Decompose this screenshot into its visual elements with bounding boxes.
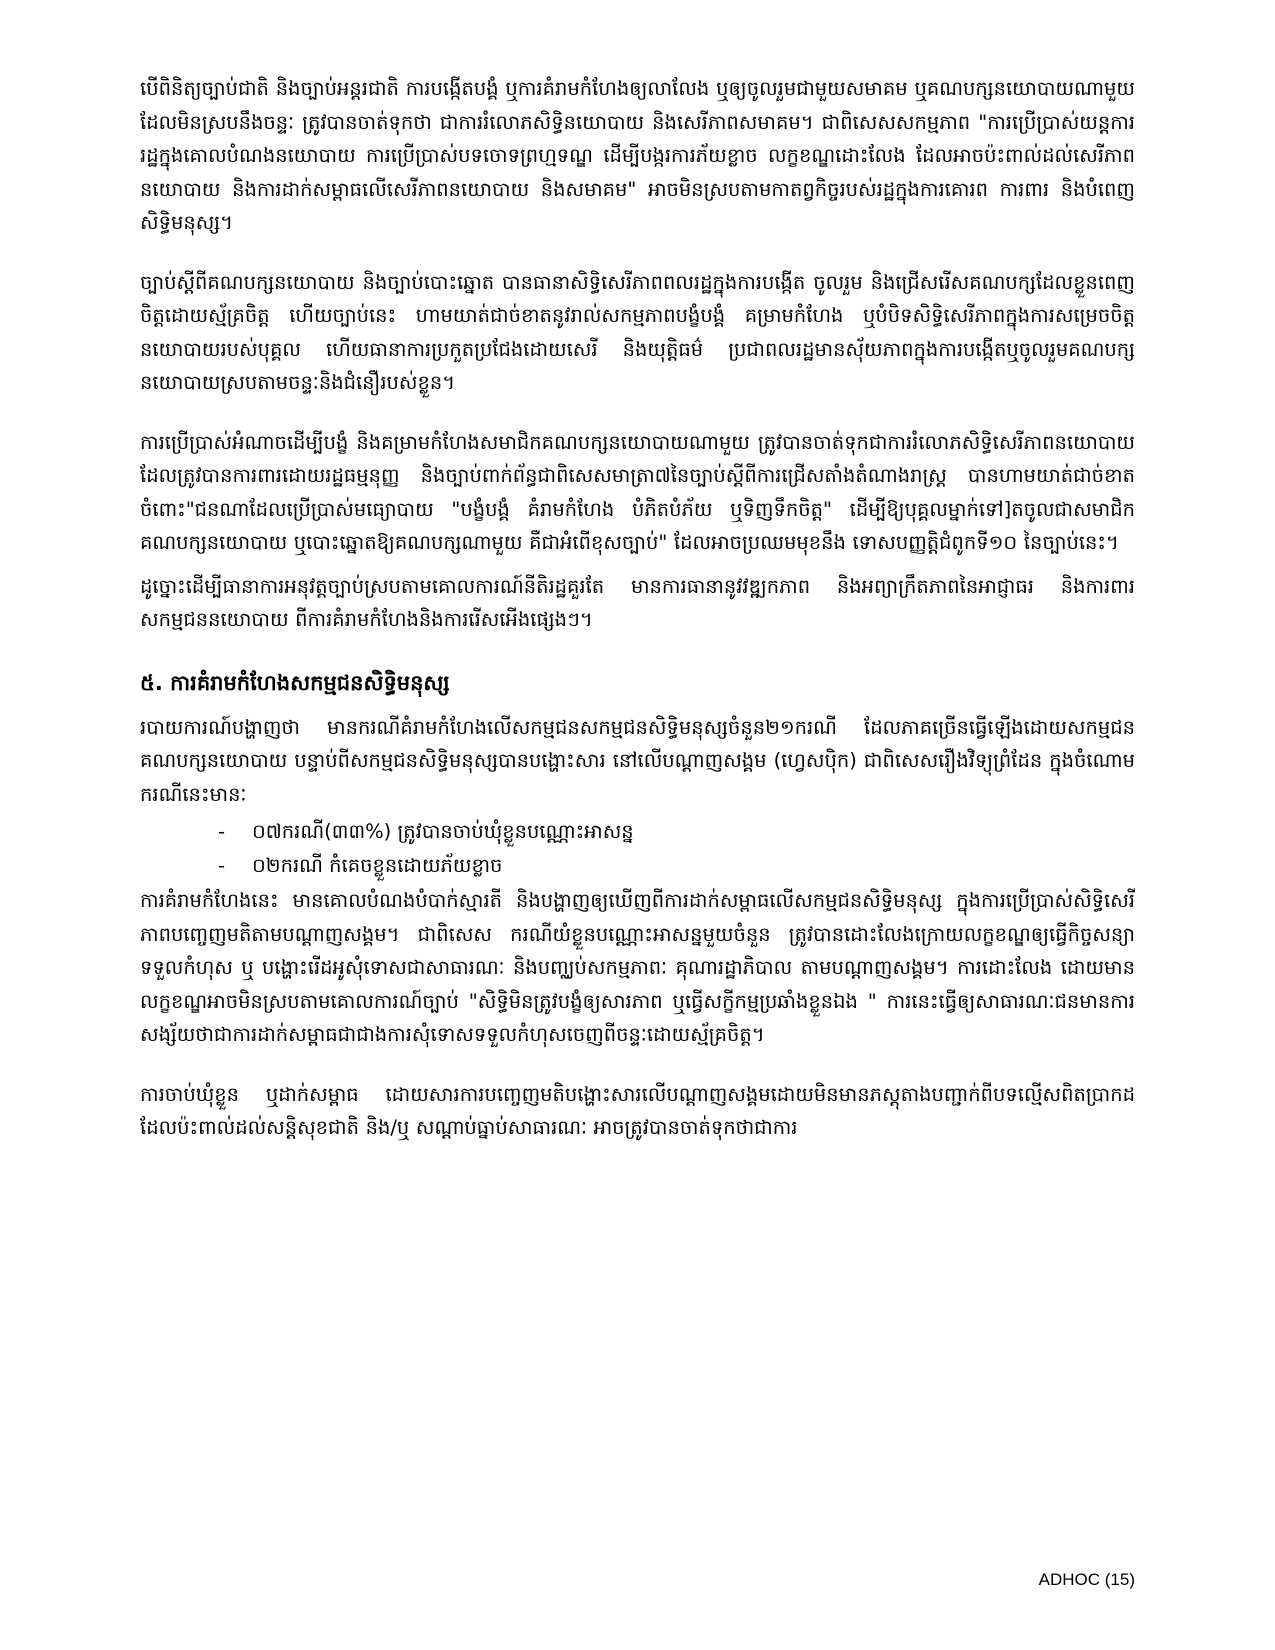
bullet-list	[140, 815, 1135, 882]
section-intro-paragraph: របាយការណ៍បង្ហាញថា មានករណីគំរាមកំហែងលើសកម្មជនសកម្មជនសិទ្ធិមនុស្សចំនួន២១ករណី ដែលភាគច្រើនធ្វើឡើងដោយសកម្មជនគណបក្សនយោបាយ បន្ទាប់ពីសកម្មជនសិទ្ធិមនុស្សបានបង្ហោះសារ នៅលើបណ្តាញសង្គម (ហ្វេសបុិក) ជាពិសេសរឿងវិទ្យុព្រំដែន ក្នុងចំណោមករណីនេះមានៈ	[140, 715, 1135, 806]
list-item-label: ០៧ករណី(៣៣%) ត្រូវបានចាប់ឃុំខ្លួនបណ្ណោះអាសន្ន	[252, 820, 634, 844]
list-item-label: ០២ករណី កំគេចខ្លួនដោយភ័យខ្លាច	[252, 853, 503, 877]
paragraph-4: ដូច្នោះដើម្បីធានាការអនុវត្តច្បាប់ស្របតាមគោលការណ៍នីតិរដ្ឋគួរតែ មានការធានានូវវឌ្ឍកភាព និងអព្យាក្រឹតភាពនៃអាជ្ញាធរ និងការពារសកម្មជននយោបាយ ពីការគំរាមកំហែងនិងការរើសអើងផ្សេងៗ។	[140, 574, 1135, 632]
paragraph-2: ច្បាប់ស្តីពីគណបក្សនយោបាយ និងច្បាប់បោះឆ្នោត បានធានាសិទ្ធិសេរីភាពពលរដ្ឋក្នុងការបង្កើត ចូលរួម និងជ្រើសរើសគណបក្សដែលខ្លួនពេញចិត្តដោយស្ម័គ្រចិត្ត ហើយច្បាប់នេះ ហាមយាត់ជាច់ខាតនូវរាល់សកម្មភាពបង្ខំបង្គំ គម្រាមកំហែង ឬបំបិទសិទ្ធិសេរីភាពក្នុងការសម្រេចចិត្តនយោបាយរបស់បុគ្គល ហើយធានាការប្រកួតប្រជែងដោយសេរី និងយុត្តិធម៌ ប្រជាពលរដ្ឋមានសុ័យភាពក្នុងការបង្កើតឬចូលរួមគណបក្សនយោបាយស្របតាមចន្ទៈនិងជំនឿរបស់ខ្លួន។	[140, 270, 1135, 395]
paragraph-spacer	[140, 560, 1135, 570]
paragraph-spacer	[140, 400, 1135, 426]
list-item	[218, 849, 1135, 883]
paragraph-spacer	[140, 240, 1135, 266]
paragraph-1: បើពិនិត្យច្បាប់ជាតិ និងច្បាប់អន្តរជាតិ ការបង្កើតបង្គំ ឬការគំរាមកំហែងឲ្យលាលែង ឬឲ្យចូលរួមជាមួយសមាគម ឬគណបក្សនយោបាយណាមួយ ដែលមិនស្របនឹងចន្ទៈ ត្រូវបានចាត់ទុកថា ជាការរំលោភសិទ្ធិនយោបាយ និងសេរីភាពសមាគម។ ជាពិសេសសកម្មភាព "ការប្រើប្រាស់យន្តការរដ្ឋក្នុងគោលបំណងនយោបាយ ការប្រើប្រាស់បទចោទព្រហ្មទណ្ឌ ដើម្បីបង្ករការភ័យខ្លាច លក្ខខណ្ឌដោះលែង ដែលអាចប៉ះពាល់ដល់សេរីភាពនយោបាយ និងការដាក់សម្ពាធលើសេរីភាពនយោបាយ និងសមាគម" អាចមិនស្របតាមកាតព្វកិច្ចរបស់រដ្ឋក្នុងការគោរព ការពារ និងបំពេញសិទ្ធិមនុស្ស។	[140, 77, 1135, 235]
document-body	[140, 72, 1135, 1145]
dash-bullet-icon: -	[218, 820, 226, 844]
list-item	[218, 815, 1135, 849]
paragraph-spacer	[140, 1052, 1135, 1078]
section-paragraph-after-bullets-1: ការគំរាមកំហែងនេះ មានគោលបំណងបំបាក់ស្មារតី និងបង្ហាញឲ្យឃើញពីការដាក់សម្ពាធលើសកម្មជនសិទ្ធិមនុស្ស ក្នុងការប្រើប្រាស់សិទ្ធិសេរីភាពបញ្ចេញមតិតាមបណ្តាញសង្គម។ ជាពិសេស ករណីយំខ្លួនបណ្ណោះអាសន្នមួយចំនួន ត្រូវបានដោះលែងក្រោយលក្ខខណ្ឌឲ្យធ្វើកិច្ចសន្យាទទួលកំហុស ឬ បង្ហោះរើដអូសុំទោសជាសាធារណៈ និងបញ្ឈប់សកម្មភាពៈ គុណារដ្ឋាភិបាល តាមបណ្តាញសង្គម។ ការដោះលែង ដោយមានលក្ខខណ្ឌអាចមិនស្របតាមគោលការណ៍ច្បាប់ "សិទ្ធិមិនត្រូវបង្ខំឲ្យសារភាព ឬធ្វើសក្ខីកម្មប្រឆាំងខ្លួនឯង " ការនេះធ្វើឲ្យសាធារណៈជនមានការសង្ស័យថាជាការដាក់សម្ពាធជាជាងការសុំទោសទទួលកំហុសចេញពីចន្ទៈដោយស្ម័គ្រចិត្ត។	[140, 889, 1135, 1047]
section-paragraph-after-bullets-2: ការចាប់ឃុំខ្លួន ឬដាក់សម្ពាធ ដោយសារការបញ្ចេញមតិបង្ហោះសារលើបណ្តាញសង្គមដោយមិនមានភស្តុតាងបញ្ជាក់ពីបទល្មើសពិតប្រាកដ ដែលប៉ះពាល់ដល់សន្តិសុខជាតិ និង/ឬ សណ្តាប់ធ្នាប់សាធារណៈ អាចត្រូវបានចាត់ទុកថាជាការ	[140, 1082, 1135, 1140]
dash-bullet-icon: -	[218, 853, 226, 877]
section-heading: ៥. ការគំរាមកំហែងសកម្មជនសិទ្ធិមនុស្ស	[140, 670, 450, 695]
paragraph-3: ការប្រើប្រាស់អំណាចដើម្បីបង្ខំ និងគម្រាមកំហែងសមាជិកគណបក្សនយោបាយណាមួយ ត្រូវបានចាត់ទុកជាការរំលោភសិទ្ធិសេរីភាពនយោបាយដែលត្រូវបានការពារដោយរដ្ឋធម្មនុញ្ញ និងច្បាប់ពាក់ព័ន្ធជាពិសេសមាត្រា៧នៃច្បាប់ស្តីពីការជ្រើសតាំងតំណាងរាស្ត្រ បានហាមយាត់ជាច់ខាតចំពោះ"ជនណាដែលប្រើប្រាស់មធ្យោបាយ "បង្ខំបង្គំ គំរាមកំហែង បំភិតបំភ័យ ឬទិញទឹកចិត្ត" ដើម្បីឱ្យបុគ្គលម្នាក់ទៅ]តចូលជាសមាជិកគណបក្សនយោបាយ ឬបោះឆ្នោតឱ្យគណបក្សណាមួយ គឺជាអំពើខុសច្បាប់" ដែលអាចប្រឈមមុខនឹង ទោសបញ្ញត្តិជំពូកទី១០ នៃច្បាប់នេះ។	[140, 430, 1135, 555]
page-footer: ADHOC (15)	[1038, 1570, 1135, 1589]
